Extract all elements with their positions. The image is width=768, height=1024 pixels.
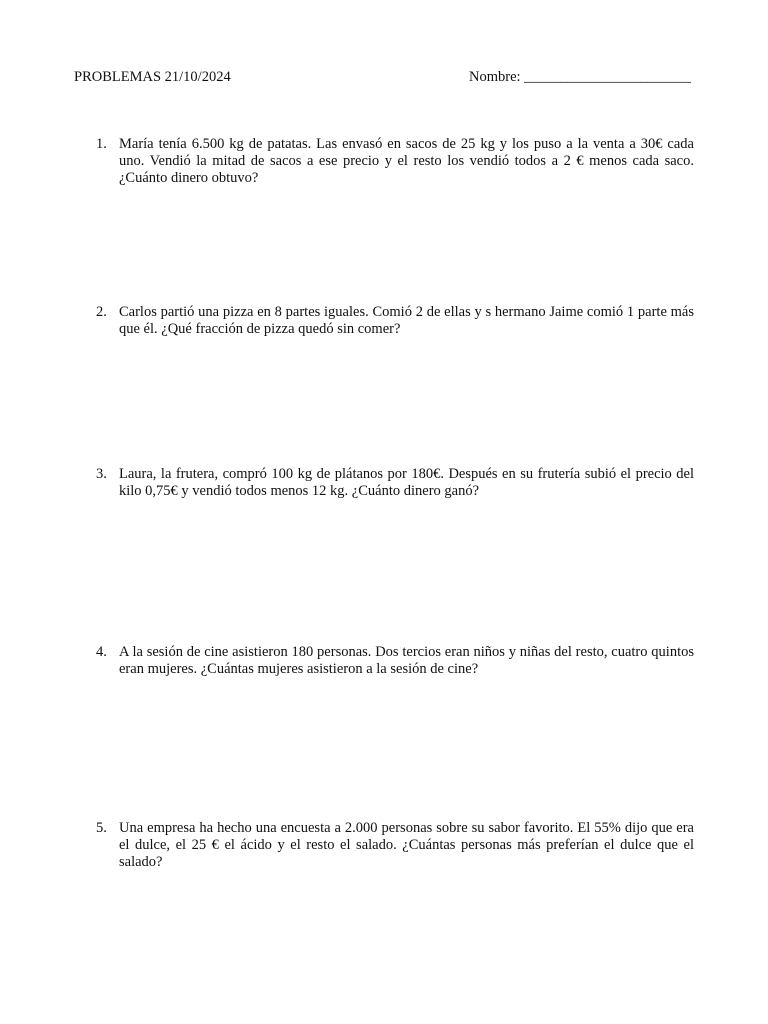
- problem-number: 2.: [96, 304, 107, 320]
- problem-text: Laura, la frutera, compró 100 kg de plátanos por 180€. Después en su frutería subió el precio del kilo 0,75€ y vendió todos menos 12 kg. ¿Cuánto dinero ganó?: [119, 466, 694, 499]
- problem-5: [96, 820, 694, 871]
- problem-text: A la sesión de cine asistieron 180 personas. Dos tercios eran niños y niñas del resto, cuatro quintos eran mujeres. ¿Cuántas mujeres asistieron a la sesión de cine?: [119, 644, 694, 677]
- problem-number: 1.: [96, 136, 107, 152]
- problem-text: Carlos partió una pizza en 8 partes iguales. Comió 2 de ellas y s hermano Jaime comió 1 parte más que él. ¿Qué fracción de pizza quedó sin comer?: [119, 304, 694, 337]
- problem-text: María tenía 6.500 kg de patatas. Las envasó en sacos de 25 kg y los puso a la venta a 30€ cada uno. Vendió la mitad de sacos a ese precio y el resto los vendió todos a 2 € menos cada saco. ¿Cuánto dinero obtuvo?: [119, 136, 694, 186]
- problem-number: 3.: [96, 466, 107, 482]
- name-field: Nombre: _______________________: [469, 69, 691, 85]
- problem-4: [96, 644, 694, 678]
- problem-number: 5.: [96, 820, 107, 836]
- problem-text: Una empresa ha hecho una encuesta a 2.000 personas sobre su sabor favorito. El 55% dijo que era el dulce, el 25 € el ácido y el resto el salado. ¿Cuántas personas más preferían el dulce que el salado?: [119, 820, 694, 870]
- worksheet-title: PROBLEMAS 21/10/2024: [74, 69, 231, 85]
- problem-number: 4.: [96, 644, 107, 660]
- problem-3: [96, 466, 694, 500]
- problem-2: [96, 304, 694, 338]
- problem-1: [96, 136, 694, 187]
